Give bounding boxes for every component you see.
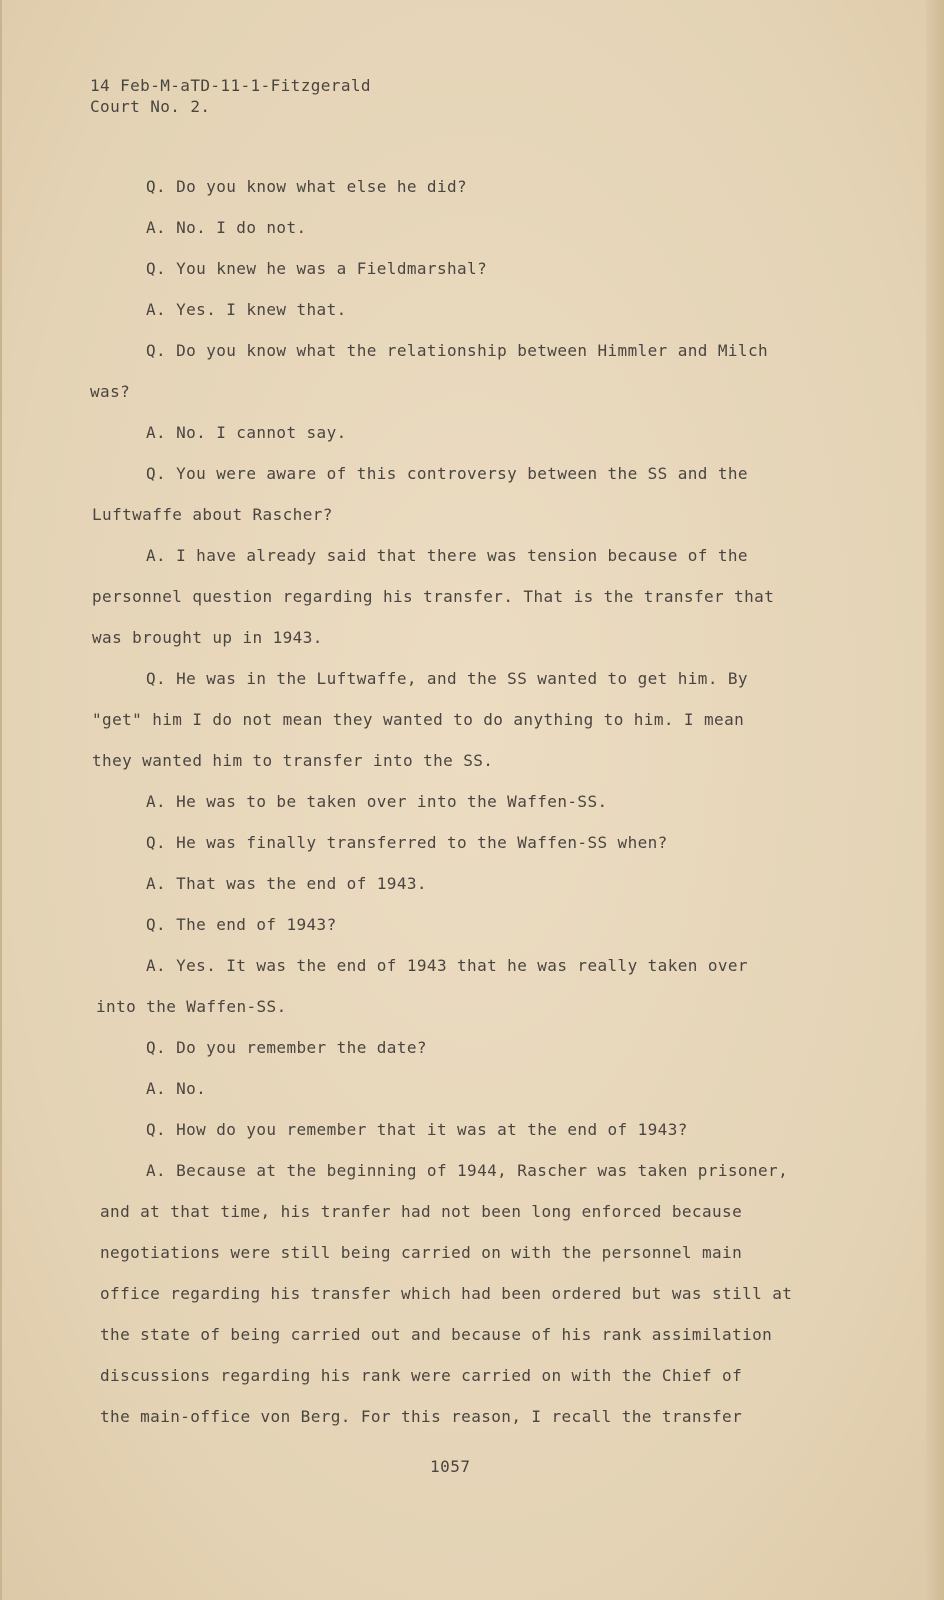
text-line: was? [90,382,131,401]
text-line: "get" him I do not mean they wanted to do anything to him. I mean [92,710,745,729]
text-line: Q. The end of 1943? [146,915,337,934]
text-line: Q. Do you know what else he did? [146,177,468,196]
header-reference: 14 Feb-M-aTD-11-1-Fitzgerald [90,76,371,95]
text-line: Luftwaffe about Rascher? [92,505,333,524]
text-line: A. No. I do not. [146,218,307,237]
text-line: Q. You were aware of this controversy between the SS and the [146,464,748,483]
text-line: A. No. I cannot say. [146,423,347,442]
text-line: Q. He was finally transferred to the Waffen-SS when? [146,833,668,852]
text-line: A. Yes. It was the end of 1943 that he was really taken over [146,956,748,975]
text-line: Q. Do you know what the relationship between Himmler and Milch [146,341,769,360]
text-line: office regarding his transfer which had been ordered but was still at [100,1284,793,1303]
text-line: the main-office von Berg. For this reason, I recall the transfer [100,1407,743,1426]
header-court: Court No. 2. [90,97,211,116]
text-line: A. No. [146,1079,207,1098]
page-number: 1057 [430,1457,471,1476]
page-edge-right [926,0,944,1600]
text-line: discussions regarding his rank were carried on with the Chief of [100,1366,743,1385]
text-line: the state of being carried out and because of his rank assimilation [100,1325,773,1344]
text-line: Q. You knew he was a Fieldmarshal? [146,259,488,278]
text-line: A. Yes. I knew that. [146,300,347,319]
text-line: Q. He was in the Luftwaffe, and the SS wanted to get him. By [146,669,748,688]
text-line: Q. Do you remember the date? [146,1038,427,1057]
text-line: they wanted him to transfer into the SS. [92,751,494,770]
text-line: A. I have already said that there was tension because of the [146,546,748,565]
text-line: was brought up in 1943. [92,628,323,647]
text-line: A. He was to be taken over into the Waffen-SS. [146,792,608,811]
text-line: and at that time, his tranfer had not been long enforced because [100,1202,743,1221]
page-edge-left [0,0,2,1600]
text-line: A. That was the end of 1943. [146,874,427,893]
text-line: negotiations were still being carried on with the personnel main [100,1243,743,1262]
text-line: personnel question regarding his transfer. That is the transfer that [92,587,775,606]
text-line: into the Waffen-SS. [96,997,287,1016]
text-line: A. Because at the beginning of 1944, Rascher was taken prisoner, [146,1161,789,1180]
text-line: Q. How do you remember that it was at the end of 1943? [146,1120,688,1139]
